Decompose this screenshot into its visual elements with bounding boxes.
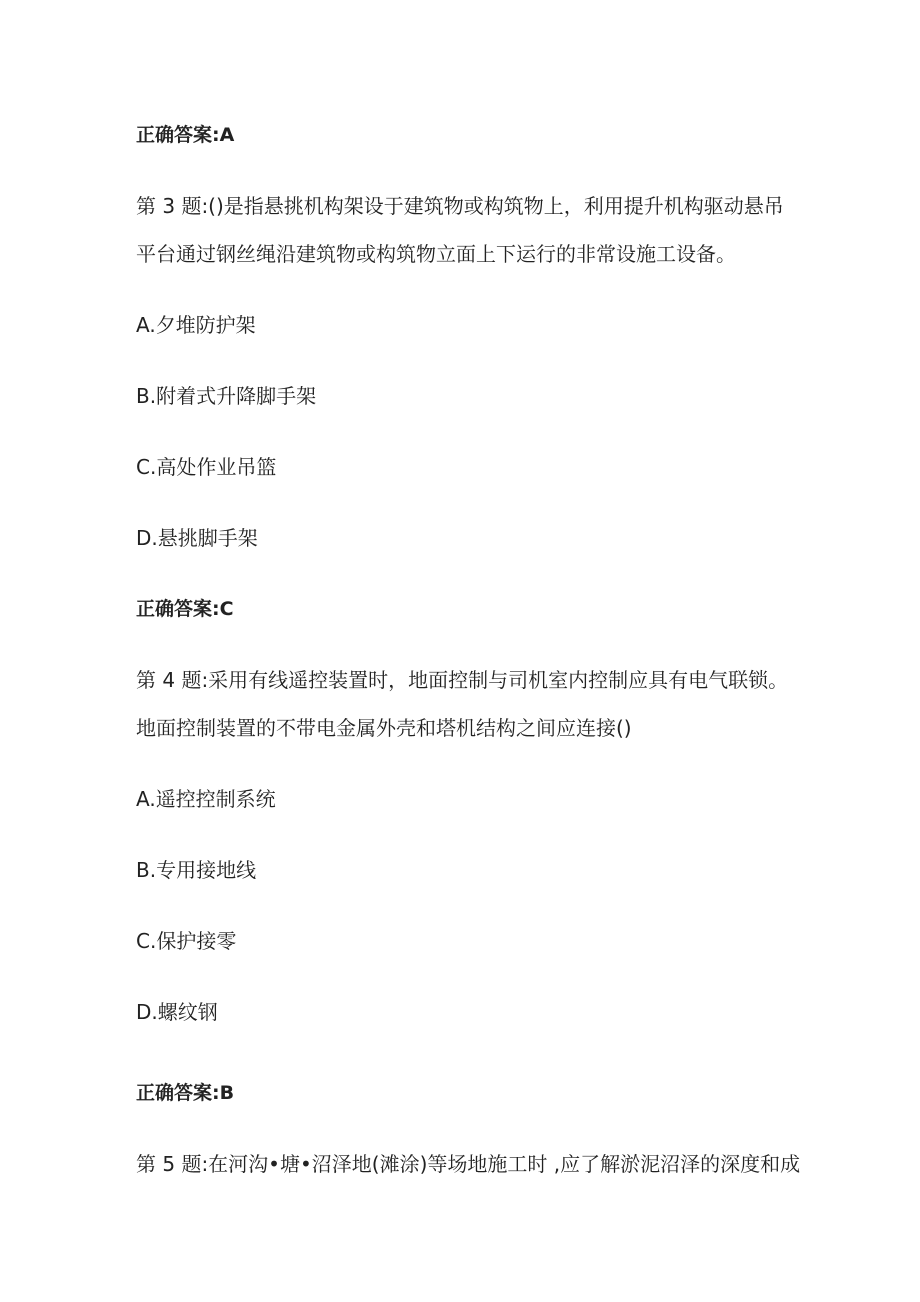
question-3-line-1: 第 3 题:()是指悬挑机构架设于建筑物或构筑物上，利用提升机构驱动悬吊: [136, 194, 784, 218]
q4-option-d: D.螺纹钢: [136, 1000, 218, 1024]
question-5-line-1: 第 5 题:在河沟•塘•沼泽地(滩涂)等场地施工时 ,应了解淤泥沼泽的深度和成: [136, 1152, 801, 1176]
q3-option-a: A.夕堆防护架: [136, 313, 256, 337]
q3-option-d: D.悬挑脚手架: [136, 526, 258, 550]
question-3-line-2: 平台通过钢丝绳沿建筑物或构筑物立面上下运行的非常设施工设备。: [136, 242, 736, 266]
correct-answer-q4: 正确答案:B: [136, 1082, 235, 1104]
correct-answer-q3: 正确答案:C: [136, 598, 234, 620]
q4-option-b: B.专用接地线: [136, 858, 257, 882]
q4-option-a: A.遥控控制系统: [136, 787, 276, 811]
question-4-line-1: 第 4 题:采用有线遥控装置时，地面控制与司机室内控制应具有电气联锁。: [136, 668, 789, 692]
correct-answer-q2: 正确答案:A: [136, 124, 235, 146]
question-4-line-2: 地面控制装置的不带电金属外壳和塔机结构之间应连接(): [136, 716, 632, 740]
q3-option-b: B.附着式升降脚手架: [136, 384, 317, 408]
q4-option-c: C.保护接零: [136, 929, 237, 953]
q3-option-c: C.高处作业吊篮: [136, 455, 277, 479]
